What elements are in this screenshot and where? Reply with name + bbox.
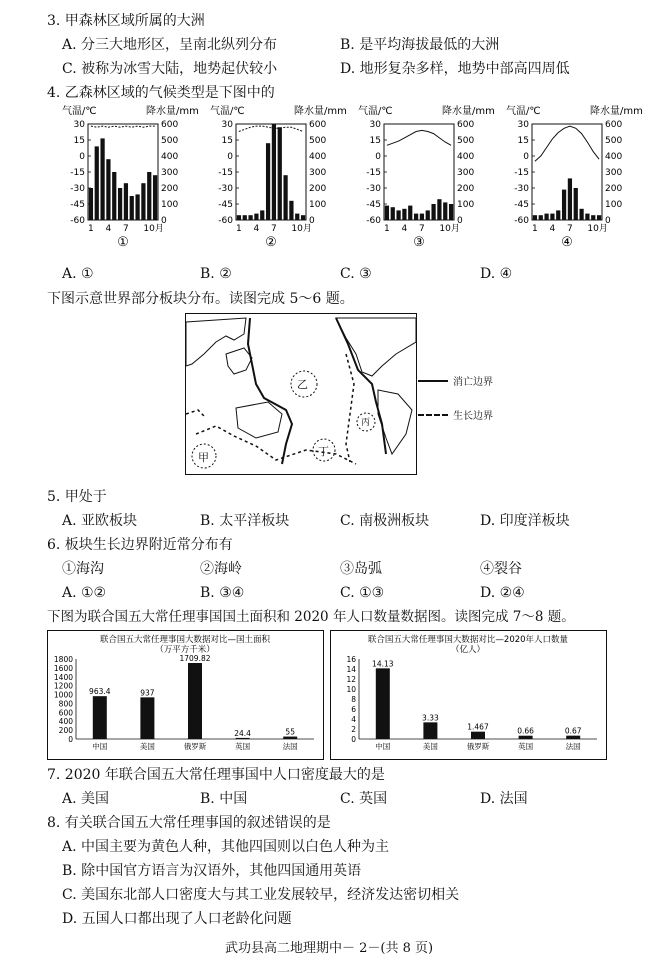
temp-tick: 0 <box>523 152 529 162</box>
precip-bar <box>597 215 601 220</box>
value-label: 0.66 <box>517 726 534 736</box>
q3-option-a: A. 分三大地形区，呈南北纵列分布 <box>62 37 278 53</box>
chart-unit: （万平方千米） <box>155 645 215 655</box>
temp-tick: -15 <box>366 168 381 178</box>
precip-bar <box>283 175 287 220</box>
y-tick: 2 <box>351 725 356 734</box>
temp-tick: 15 <box>221 136 233 146</box>
temp-axis-label: 气温/℃ <box>210 106 245 117</box>
category-label: 法国 <box>565 742 581 751</box>
precip-bar <box>118 188 122 220</box>
precip-bar <box>533 215 537 220</box>
q7-option-a: A. 美国 <box>62 791 110 807</box>
q3-option-b: B. 是平均海拔最低的大洲 <box>340 37 500 53</box>
month-tick: 7 <box>567 224 573 234</box>
map-label-bing: 丙 <box>361 418 371 428</box>
precip-bar <box>431 204 435 220</box>
y-tick: 4 <box>351 715 356 724</box>
q8-option-b: B. 除中国官方语言为汉语外，其他四国通用英语 <box>62 863 362 879</box>
month-tick: 7 <box>419 224 425 234</box>
bar <box>236 738 250 739</box>
precip-bar <box>574 188 578 220</box>
y-tick: 400 <box>58 717 73 727</box>
climate-chart-2 <box>210 104 347 250</box>
q5-option-b: B. 太平洋板块 <box>200 513 290 529</box>
month-tick: 10月 <box>439 224 460 234</box>
temperature-line <box>239 126 303 131</box>
legend-grow-swatch <box>418 414 448 416</box>
q4-option-d: D. ④ <box>480 266 513 282</box>
q5-option-d: D. 印度洋板块 <box>480 513 570 529</box>
precip-bar <box>124 183 128 220</box>
q3-stem: 3. 甲森林区域所属的大洲 <box>47 13 205 29</box>
bar <box>566 736 580 739</box>
legend-consume-label: 消亡边界 <box>453 377 493 388</box>
precip-tick: 0 <box>309 216 315 226</box>
y-tick: 6 <box>351 705 356 714</box>
temp-tick: -15 <box>70 168 85 178</box>
temp-tick: -45 <box>366 200 381 210</box>
month-tick: 1 <box>88 224 94 234</box>
q8-option-c: C. 美国东北部人口密度大与其工业发展较早，经济发达密切相关 <box>62 887 460 903</box>
precip-tick: 500 <box>309 136 327 146</box>
value-label: 3.33 <box>422 713 439 723</box>
month-tick: 1 <box>236 224 242 234</box>
intro-7-8: 下图为联合国五大常任理事国国土面积和 2020 年人口数量数据图。读图完成 7～8 题。 <box>47 609 575 625</box>
precip-tick: 200 <box>457 184 475 194</box>
precip-bar <box>153 175 157 220</box>
precip-bar <box>301 215 305 220</box>
q6-option-d: D. ②④ <box>480 585 525 601</box>
plate-map-drawing <box>186 314 416 474</box>
category-label: 英国 <box>518 742 534 751</box>
precip-tick: 300 <box>161 168 179 178</box>
y-tick: 1400 <box>53 672 73 682</box>
q6-item-2: ②海岭 <box>200 561 242 577</box>
precip-bar <box>539 215 543 220</box>
precip-tick: 200 <box>309 184 327 194</box>
precip-bar <box>402 209 406 220</box>
temp-tick: -60 <box>218 216 233 226</box>
q8-stem: 8. 有关联合国五大常任理事国的叙述错误的是 <box>47 815 331 831</box>
temp-tick: -30 <box>366 184 381 194</box>
precip-bar <box>544 214 548 220</box>
temp-tick: 30 <box>221 120 233 130</box>
precip-tick: 100 <box>309 200 327 210</box>
temp-tick: -60 <box>366 216 381 226</box>
month-tick: 4 <box>105 224 112 234</box>
precip-tick: 0 <box>161 216 167 226</box>
temp-tick: -30 <box>218 184 233 194</box>
climate-charts <box>60 104 650 262</box>
temp-tick: 15 <box>517 136 529 146</box>
month-tick: 1 <box>532 224 538 234</box>
bar <box>471 732 485 739</box>
precip-bar <box>243 215 247 220</box>
area-chart <box>48 631 323 759</box>
temp-tick: 15 <box>369 136 381 146</box>
precip-bar <box>443 202 447 220</box>
bar <box>140 697 154 739</box>
precip-bar <box>556 210 560 220</box>
month-tick: 10月 <box>143 224 164 234</box>
precip-bar <box>408 206 412 220</box>
chart-number: ④ <box>561 235 573 250</box>
page-footer: 武功县高二地理期中－ 2－(共 8 页) <box>225 941 434 956</box>
temp-tick: -15 <box>514 168 529 178</box>
precip-tick: 100 <box>457 200 475 210</box>
precip-tick: 600 <box>457 120 475 130</box>
chart-number: ① <box>117 235 129 250</box>
map-label-ding: 丁 <box>318 445 329 458</box>
q8-option-d: D. 五国人口都出现了人口老龄化问题 <box>62 911 292 927</box>
temp-tick: 30 <box>369 120 381 130</box>
precip-axis-label: 降水量/mm <box>146 106 199 117</box>
q5-option-a: A. 亚欧板块 <box>62 513 138 529</box>
precip-bar <box>95 146 99 220</box>
y-tick: 14 <box>346 665 356 674</box>
month-tick: 7 <box>123 224 129 234</box>
precip-bar <box>289 201 293 220</box>
q8-option-a: A. 中国主要为黄色人种，其他四国则以白色人种为主 <box>62 839 390 855</box>
chart-title: 联合国五大常任理事国大数据对比—2020年人口数量 <box>367 635 569 645</box>
precip-axis-label: 降水量/mm <box>294 106 347 117</box>
precip-bar <box>449 204 453 220</box>
population-chart-box <box>330 630 607 760</box>
y-tick: 1600 <box>53 663 73 673</box>
y-tick: 1000 <box>53 690 73 700</box>
q4-option-c: C. ③ <box>340 266 372 282</box>
intro-5-6: 下图示意世界部分板块分布。读图完成 5～6 题。 <box>47 291 354 307</box>
precip-bar <box>562 190 566 220</box>
category-label: 美国 <box>422 742 438 751</box>
bar <box>283 737 297 739</box>
y-tick: 200 <box>58 726 73 736</box>
chart-number: ③ <box>413 235 425 250</box>
map-label-yi: 乙 <box>297 378 308 391</box>
precip-bar <box>248 215 252 220</box>
precip-bar <box>141 183 145 220</box>
temp-tick: -30 <box>70 184 85 194</box>
precip-bar <box>272 124 276 220</box>
value-label: 1.467 <box>467 722 489 732</box>
chart-number: ② <box>265 235 277 250</box>
category-label: 俄罗斯 <box>466 742 490 751</box>
category-label: 中国 <box>92 742 108 751</box>
precip-axis-label: 降水量/mm <box>590 106 643 117</box>
y-tick: 12 <box>346 675 356 684</box>
precip-bar <box>396 210 400 220</box>
legend-consume-swatch <box>418 380 448 382</box>
precip-bar <box>414 214 418 220</box>
q5-option-c: C. 南极洲板块 <box>340 513 430 529</box>
precip-tick: 200 <box>605 184 623 194</box>
temp-axis-label: 气温/℃ <box>358 106 393 117</box>
temp-tick: -45 <box>514 200 529 210</box>
plot-frame <box>236 124 306 220</box>
precip-bar <box>591 215 595 220</box>
q4-stem: 4. 乙森林区域的气候类型是下图中的 <box>47 85 275 101</box>
bar <box>519 736 533 739</box>
month-tick: 10月 <box>291 224 312 234</box>
y-tick: 800 <box>58 699 73 709</box>
plate-map <box>185 313 417 475</box>
value-label: 55 <box>285 727 295 737</box>
q7-option-c: C. 英国 <box>340 791 388 807</box>
precip-tick: 100 <box>161 200 179 210</box>
precip-bar <box>385 206 389 220</box>
temperature-line <box>91 126 155 127</box>
precip-bar <box>437 199 441 220</box>
month-tick: 7 <box>271 224 277 234</box>
precip-tick: 500 <box>161 136 179 146</box>
q6-item-3: ③岛弧 <box>340 561 382 577</box>
population-chart <box>331 631 606 759</box>
y-tick: 8 <box>351 695 356 704</box>
q4-option-a: A. ① <box>62 266 94 282</box>
precip-tick: 400 <box>309 152 327 162</box>
value-label: 24.4 <box>234 728 251 738</box>
precip-bar <box>585 214 589 220</box>
precip-bar <box>295 214 299 220</box>
q6-stem: 6. 板块生长边界附近常分布有 <box>47 537 233 553</box>
temp-tick: -15 <box>218 168 233 178</box>
q3-option-c: C. 被称为冰雪大陆，地势起伏较小 <box>62 61 278 77</box>
q3-option-d: D. 地形复杂多样，地势中部高四周低 <box>340 61 570 77</box>
precip-bar <box>112 172 116 220</box>
precip-bar <box>130 196 134 220</box>
temp-tick: 0 <box>227 152 233 162</box>
month-tick: 4 <box>253 224 260 234</box>
temp-tick: -45 <box>218 200 233 210</box>
value-label: 937 <box>140 688 155 698</box>
bar <box>93 696 107 739</box>
precip-bar <box>147 172 151 220</box>
temp-axis-label: 气温/℃ <box>506 106 541 117</box>
precip-tick: 500 <box>457 136 475 146</box>
temp-tick: -45 <box>70 200 85 210</box>
value-label: 1709.82 <box>179 654 211 664</box>
precip-bar <box>420 214 424 220</box>
q6-option-c: C. ①③ <box>340 585 385 601</box>
temp-tick: 15 <box>73 136 85 146</box>
precip-tick: 300 <box>605 168 623 178</box>
climate-chart-1 <box>62 104 199 250</box>
q5-stem: 5. 甲处于 <box>47 489 107 505</box>
q6-option-a: A. ①② <box>62 585 107 601</box>
precip-tick: 600 <box>309 120 327 130</box>
category-label: 英国 <box>235 742 251 751</box>
precip-tick: 300 <box>457 168 475 178</box>
temp-tick: -60 <box>514 216 529 226</box>
bar <box>188 663 202 739</box>
legend-grow-label: 生长边界 <box>453 411 493 422</box>
y-tick: 0 <box>68 735 73 744</box>
precip-bar <box>568 178 572 220</box>
precip-bar <box>266 143 270 220</box>
precip-tick: 400 <box>605 152 623 162</box>
precip-tick: 100 <box>605 200 623 210</box>
chart-unit: （亿人） <box>450 645 486 655</box>
temp-tick: 30 <box>517 120 529 130</box>
precip-bar <box>106 159 110 220</box>
precip-tick: 500 <box>605 136 623 146</box>
precip-bar <box>89 188 93 220</box>
category-label: 中国 <box>375 742 391 751</box>
y-tick: 10 <box>346 685 356 694</box>
value-label: 963.4 <box>89 687 111 697</box>
temp-tick: 30 <box>73 120 85 130</box>
precip-tick: 200 <box>161 184 179 194</box>
precip-tick: 300 <box>309 168 327 178</box>
climate-chart-3 <box>358 104 495 250</box>
plot-frame <box>532 124 602 220</box>
month-tick: 4 <box>401 224 408 234</box>
category-label: 俄罗斯 <box>183 742 207 751</box>
bar <box>423 722 437 739</box>
y-tick: 1200 <box>53 681 73 691</box>
category-label: 法国 <box>282 742 298 751</box>
y-tick: 16 <box>346 655 356 664</box>
climate-chart-4 <box>506 104 643 250</box>
temp-axis-label: 气温/℃ <box>62 106 97 117</box>
temperature-line <box>387 130 451 145</box>
y-tick: 1800 <box>53 655 73 664</box>
precip-bar <box>260 210 264 220</box>
y-tick: 0 <box>351 735 356 744</box>
precip-axis-label: 降水量/mm <box>442 106 495 117</box>
temp-tick: -30 <box>514 184 529 194</box>
precip-bar <box>426 210 430 220</box>
temp-tick: -60 <box>70 216 85 226</box>
precip-tick: 600 <box>161 120 179 130</box>
precip-bar <box>100 138 104 220</box>
q7-option-d: D. 法国 <box>480 791 528 807</box>
precip-bar <box>550 214 554 220</box>
value-label: 0.67 <box>564 726 582 736</box>
temperature-line <box>535 126 599 161</box>
value-label: 14.13 <box>372 659 394 669</box>
area-chart-box <box>47 630 324 760</box>
map-label-jia: 甲 <box>198 451 209 464</box>
y-tick: 600 <box>58 708 73 718</box>
precip-tick: 0 <box>457 216 463 226</box>
precip-tick: 0 <box>605 216 611 226</box>
month-tick: 1 <box>384 224 390 234</box>
precip-bar <box>278 127 282 220</box>
precip-bar <box>254 214 258 220</box>
q6-item-4: ④裂谷 <box>480 561 522 577</box>
precip-bar <box>135 194 139 220</box>
month-tick: 10月 <box>587 224 608 234</box>
precip-bar <box>237 215 241 220</box>
temp-tick: 0 <box>375 152 381 162</box>
bar <box>376 668 390 739</box>
q4-option-b: B. ② <box>200 266 232 282</box>
precip-bar <box>579 209 583 220</box>
category-label: 美国 <box>139 742 155 751</box>
precip-tick: 400 <box>457 152 475 162</box>
month-tick: 4 <box>549 224 556 234</box>
q7-stem: 7. 2020 年联合国五大常任理事国中人口密度最大的是 <box>47 767 385 783</box>
q6-option-b: B. ③④ <box>200 585 245 601</box>
precip-tick: 600 <box>605 120 623 130</box>
chart-title: 联合国五大常任理事国大数据对比—国土面积 <box>99 635 271 645</box>
precip-bar <box>391 207 395 220</box>
q6-item-1: ①海沟 <box>62 561 104 577</box>
temp-tick: 0 <box>79 152 85 162</box>
q7-option-b: B. 中国 <box>200 791 248 807</box>
precip-tick: 400 <box>161 152 179 162</box>
